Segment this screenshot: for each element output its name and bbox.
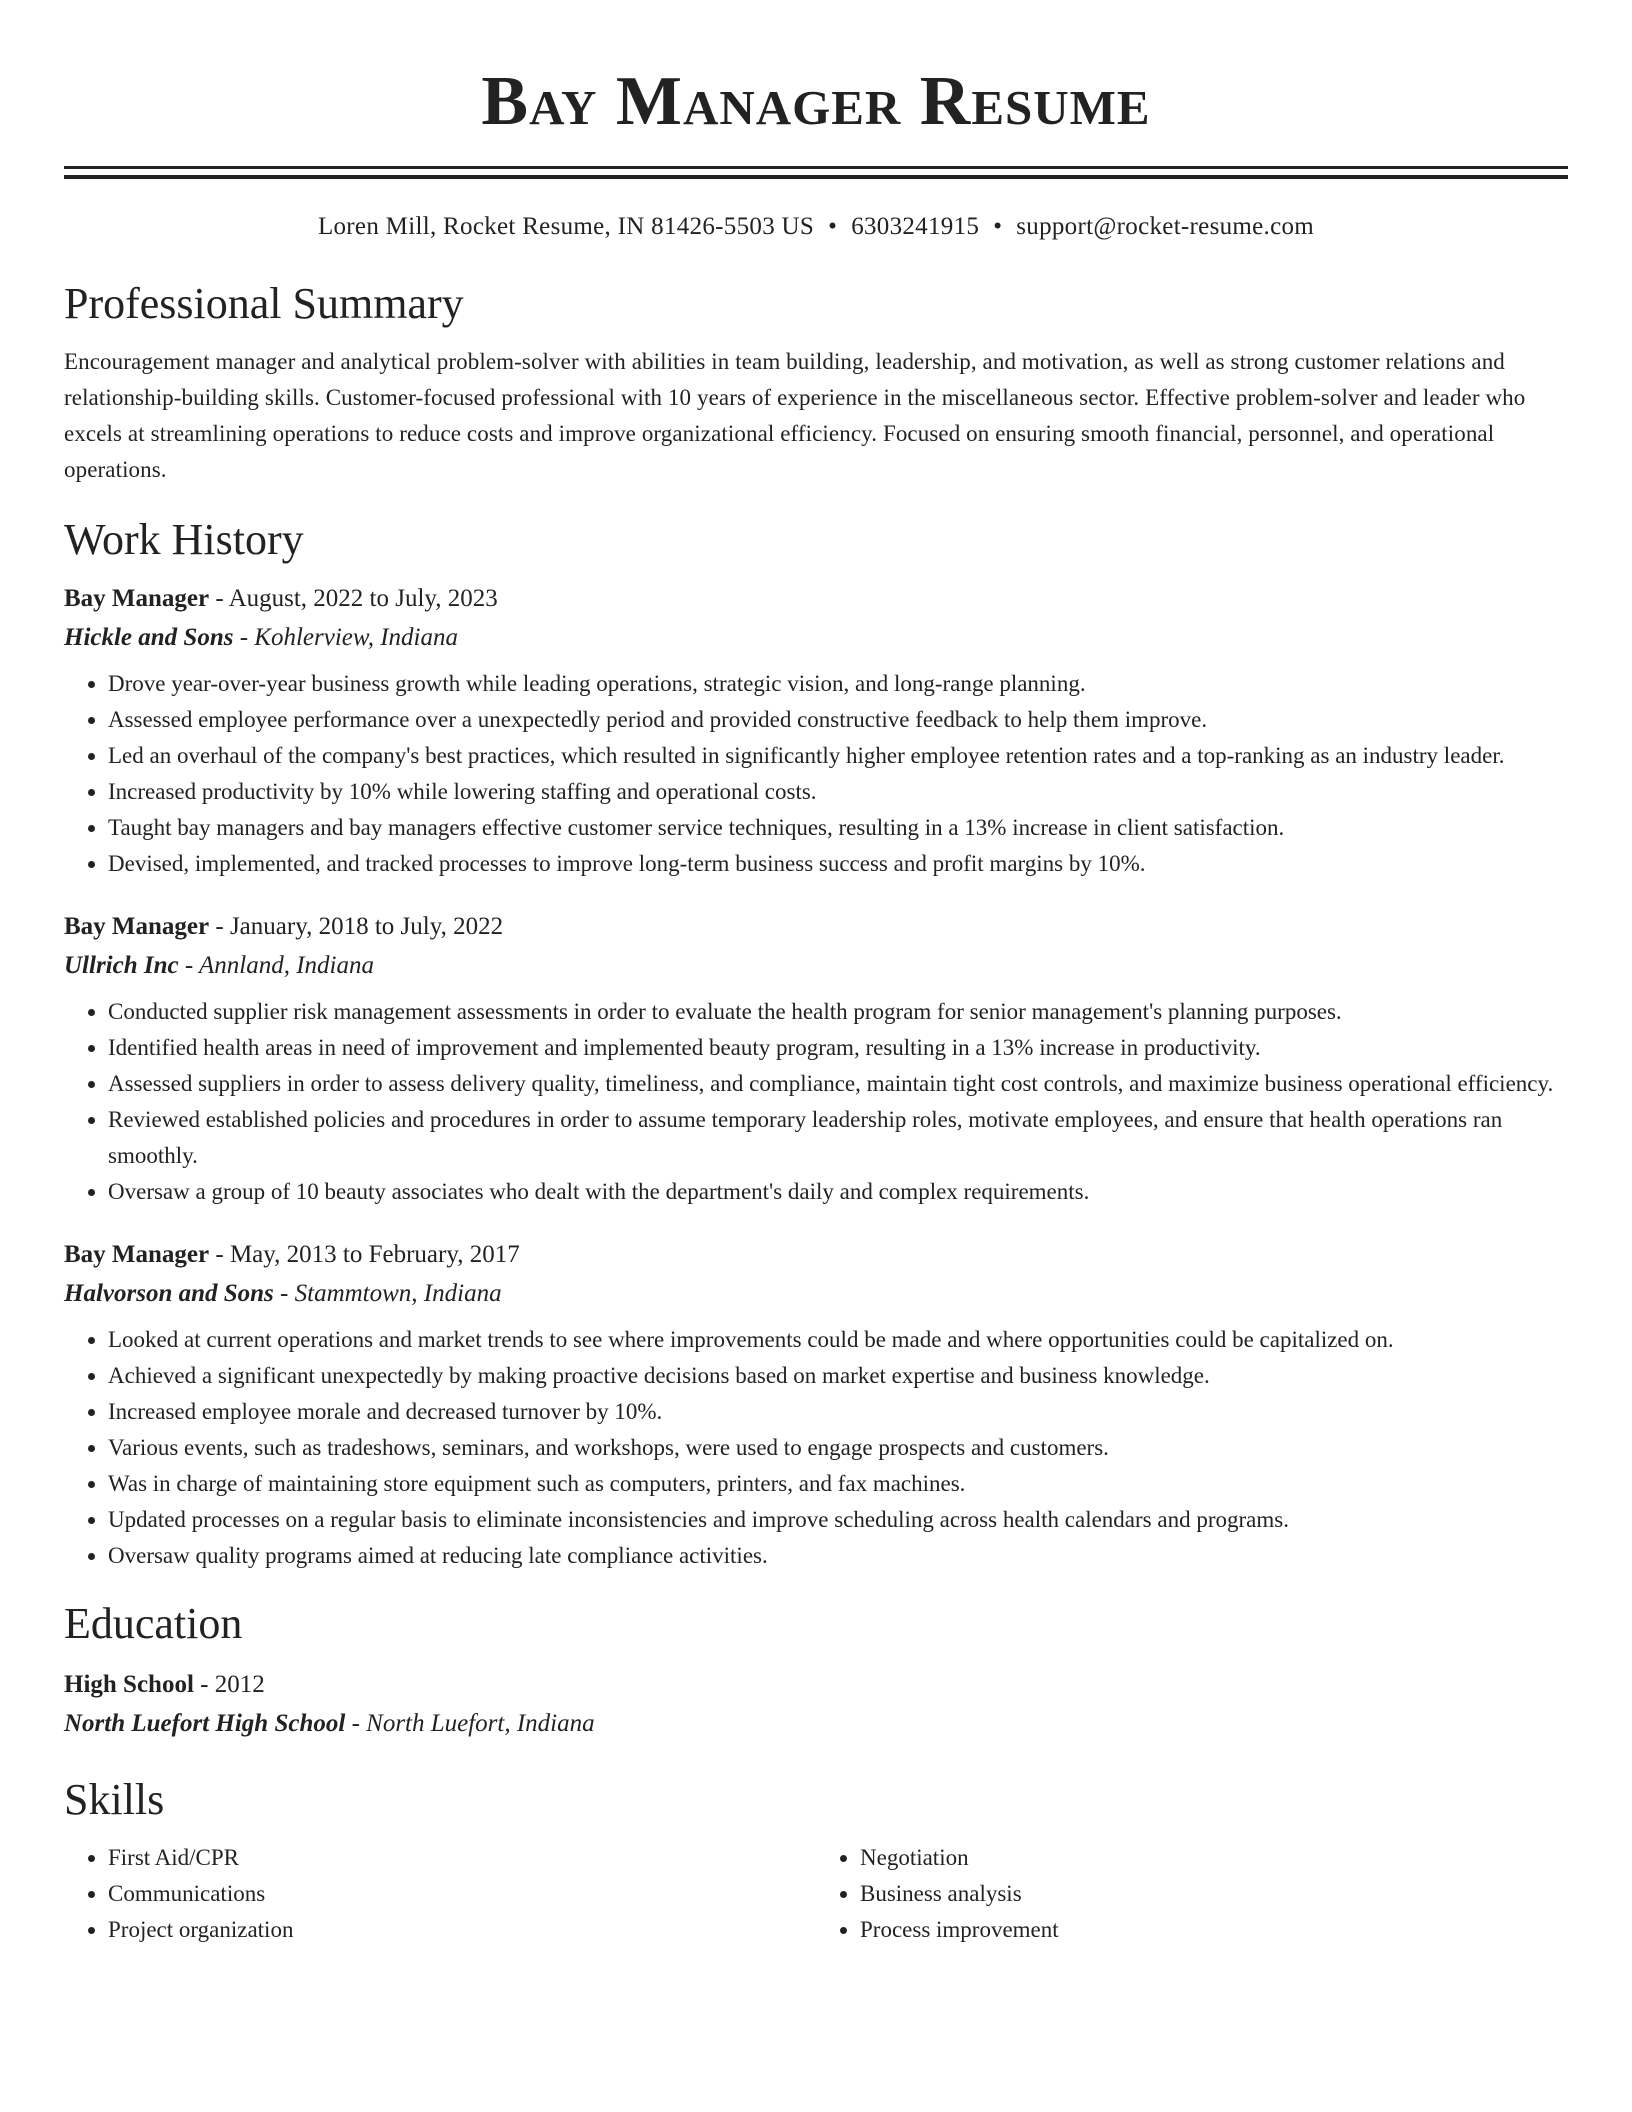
list-item: • Looked at current operations and market trends to see where improvements could be made and where opportunities could be capitalized on.: [108, 1322, 1568, 1358]
job-dates: - August, 2022 to July, 2023: [209, 585, 498, 612]
education-location: - North Luefort, Indiana: [345, 1710, 595, 1737]
skill-item: • Business analysis: [860, 1876, 1568, 1912]
list-item: • Various events, such as tradeshows, seminars, and workshops, were used to engage prospects and customers.: [108, 1430, 1568, 1466]
job-location: - Annland, Indiana: [178, 952, 374, 979]
job-dates: - January, 2018 to July, 2022: [209, 913, 504, 940]
list-item: • Drove year-over-year business growth while leading operations, strategic vision, and long-range planning.: [108, 666, 1568, 702]
education-degree-line: [64, 1666, 1568, 1704]
skills-column-2: [816, 1840, 1568, 1948]
section-heading-education: Education: [64, 1599, 243, 1648]
list-item: • Achieved a significant unexpectedly by making proactive decisions based on market expertise and business knowledge.: [108, 1358, 1568, 1394]
education-school: North Luefort High School: [64, 1710, 346, 1737]
job-title-line: [64, 1236, 1568, 1274]
job-title: Bay Manager: [64, 585, 210, 612]
list-item: • Led an overhaul of the company's best practices, which resulted in significantly higher employee retention rates and a top-ranking as an industry leader.: [108, 738, 1568, 774]
job-company: Hickle and Sons: [64, 624, 234, 651]
skill-item: • Negotiation: [860, 1840, 1568, 1876]
list-item: • Increased productivity by 10% while lowering staffing and operational costs.: [108, 774, 1568, 810]
list-item: • Updated processes on a regular basis to eliminate inconsistencies and improve scheduling across health calendars and programs.: [108, 1502, 1568, 1538]
contact-address: Loren Mill, Rocket Resume, IN 81426-5503 US: [317, 213, 815, 240]
list-item: • Assessed employee performance over a unexpectedly period and provided constructive feedback to help them improve.: [108, 702, 1568, 738]
job-company-line: [64, 1274, 1568, 1314]
job-company: Halvorson and Sons: [64, 1280, 274, 1307]
list-item: • Was in charge of maintaining store equipment such as computers, printers, and fax machines.: [108, 1466, 1568, 1502]
job-entry: [64, 908, 1568, 1210]
contact-separator: •: [993, 213, 1003, 240]
job-company-line: [64, 618, 1568, 658]
title-divider-bottom: [64, 175, 1568, 179]
list-item: • Devised, implemented, and tracked processes to improve long-term business success and profit margins by 10%.: [108, 846, 1568, 882]
section-heading-skills: Skills: [64, 1775, 165, 1824]
contact-email: support@rocket-resume.com: [1016, 213, 1315, 240]
summary-text: Encouragement manager and analytical problem-solver with abilities in team building, leadership, and motivation, as well as strong customer relations and relationship-building skills. Customer-focused professional with 10 years of experience in the miscellaneous sector. Effective problem-solver and leader who excels at streamlining operations to reduce costs and improve organizational efficiency. Focused on ensuring smooth financial, personnel, and operational operations.: [64, 349, 1526, 482]
job-bullets: [64, 994, 1568, 1210]
section-heading-work-history: Work History: [64, 515, 304, 564]
job-company-line: [64, 946, 1568, 986]
list-item: • Oversaw a group of 10 beauty associates who dealt with the department's daily and complex requirements.: [108, 1174, 1568, 1210]
contact-line: [64, 212, 1568, 242]
job-title: Bay Manager: [64, 1241, 210, 1268]
list-item: • Assessed suppliers in order to assess delivery quality, timeliness, and compliance, maintain tight cost controls, and maximize business operational efficiency.: [108, 1066, 1568, 1102]
skill-item: • First Aid/CPR: [108, 1840, 816, 1876]
contact-phone: 6303241915: [851, 213, 980, 240]
education-degree: High School: [64, 1671, 194, 1698]
skill-item: • Communications: [108, 1876, 816, 1912]
list-item: • Increased employee morale and decreased turnover by 10%.: [108, 1394, 1568, 1430]
skills-list: [64, 1840, 1568, 1948]
skills-column-1: [64, 1840, 816, 1948]
skill-item: • Project organization: [108, 1912, 816, 1948]
job-bullets: [64, 666, 1568, 882]
job-title-line: [64, 580, 1568, 618]
resume-title: Bay Manager Resume: [481, 63, 1151, 140]
job-bullets: [64, 1322, 1568, 1574]
list-item: • Taught bay managers and bay managers effective customer service techniques, resulting in a 13% increase in client satisfaction.: [108, 810, 1568, 846]
list-item: • Reviewed established policies and procedures in order to assume temporary leadership roles, motivate employees, and ensure that health operations ran smoothly.: [108, 1102, 1568, 1174]
job-title-line: [64, 908, 1568, 946]
skill-item: • Process improvement: [860, 1912, 1568, 1948]
job-dates: - May, 2013 to February, 2017: [209, 1241, 520, 1268]
job-location: - Kohlerview, Indiana: [233, 624, 458, 651]
education-year: - 2012: [193, 1671, 265, 1698]
title-divider-top: [64, 166, 1568, 169]
section-heading-summary: Professional Summary: [64, 279, 464, 328]
list-item: • Identified health areas in need of improvement and implemented beauty program, resulting in a 13% increase in productivity.: [108, 1030, 1568, 1066]
education-school-line: [64, 1704, 1568, 1744]
list-item: • Oversaw quality programs aimed at reducing late compliance activities.: [108, 1538, 1568, 1574]
job-entry: [64, 1236, 1568, 1574]
job-location: - Stammtown, Indiana: [273, 1280, 502, 1307]
education-entry: [64, 1666, 1568, 1744]
contact-separator: •: [828, 213, 838, 240]
job-company: Ullrich Inc: [64, 952, 179, 979]
list-item: • Conducted supplier risk management assessments in order to evaluate the health program for senior management's planning purposes.: [108, 994, 1568, 1030]
job-title: Bay Manager: [64, 913, 210, 940]
job-entry: [64, 580, 1568, 882]
